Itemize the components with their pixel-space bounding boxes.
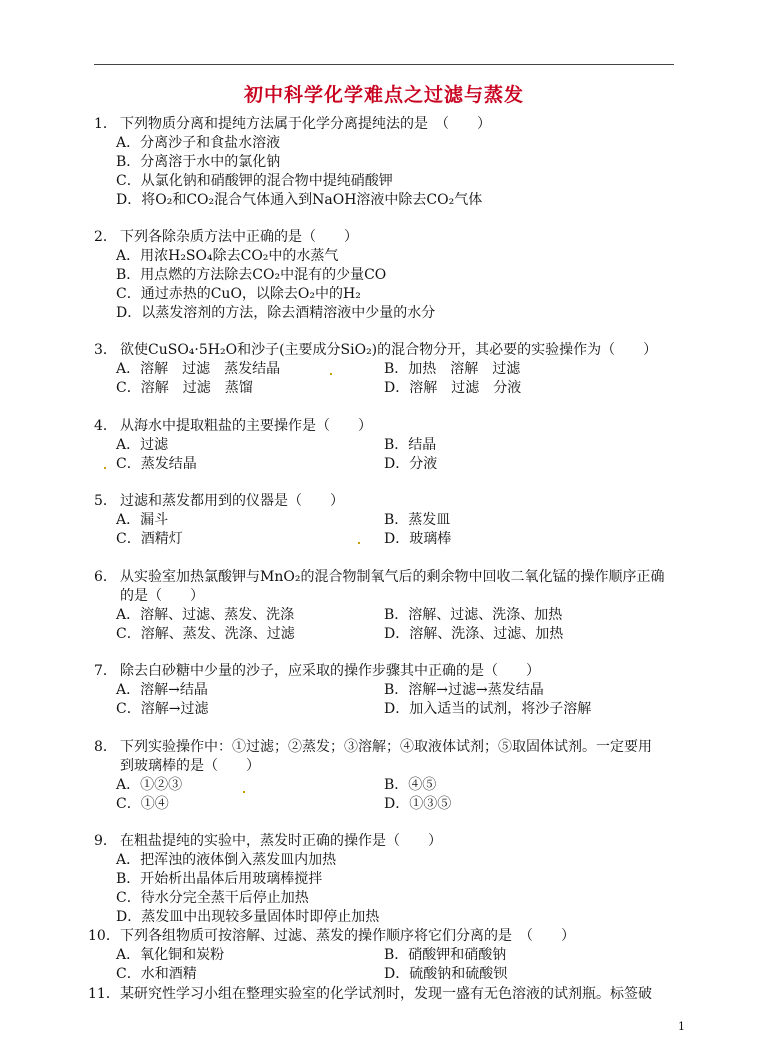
option-a: A．过滤: [116, 437, 169, 453]
question-stem: [94, 341, 658, 360]
question-number: 11．: [88, 986, 120, 1002]
stem-text: 过滤和蒸发都用到的仪器是（ ）: [120, 493, 344, 509]
stem-text: 从海水中提取粗盐的主要操作是（ ）: [120, 418, 372, 434]
question-number: 8．: [94, 739, 117, 755]
question-stem: [94, 662, 540, 681]
stray-mark: [104, 467, 106, 469]
option-d: D．以蒸发溶剂的方法，除去酒精溶液中少量的水分: [116, 305, 436, 321]
question-stem: [88, 927, 575, 946]
stray-mark: [243, 791, 245, 793]
option-b: B．蒸发皿: [384, 512, 451, 528]
option-b: B．溶解、过滤、洗涤、加热: [384, 607, 563, 623]
option-b: B．用点燃的方法除去CO₂中混有的少量CO: [116, 267, 387, 283]
question-stem: [94, 832, 442, 851]
option-d: D．加入适当的试剂，将沙子溶解: [384, 701, 592, 717]
option-d: D．将O₂和CO₂混合气体通入到NaOH溶液中除去CO₂气体: [116, 192, 483, 208]
question-stem: [94, 568, 665, 587]
option-c: C．从氯化钠和硝酸钾的混合物中提纯硝酸钾: [116, 173, 393, 189]
question-number: 10．: [88, 928, 120, 944]
option-d: D．溶解 过滤 分液: [384, 380, 522, 396]
option-c: C．水和酒精: [116, 966, 197, 982]
option-d: D．玻璃棒: [384, 531, 452, 547]
option-a: A．①②③: [116, 777, 183, 793]
stem-text: 欲使CuSO₄·5H₂O和沙子(主要成分SiO₂)的混合物分开，其必要的实验操作为（ ）: [120, 342, 658, 358]
option-c: C．溶解 过滤 蒸馏: [116, 380, 253, 396]
stem-text: 在粗盐提纯的实验中，蒸发时正确的操作是（ ）: [120, 833, 442, 849]
page-title: 初中科学化学难点之过滤与蒸发: [243, 84, 524, 106]
option-b: B．溶解→过滤→蒸发结晶: [384, 682, 544, 698]
stem-text: 除去白砂糖中少量的沙子，应采取的操作步骤其中正确的是（ ）: [120, 663, 540, 679]
option-b: B．硝酸钾和硝酸钠: [384, 947, 507, 963]
stem-text: 下列实验操作中：①过滤；②蒸发；③溶解；④取液体试剂；⑤取固体试剂。一定要用: [120, 739, 652, 755]
stray-mark: [330, 373, 332, 375]
option-c: C．蒸发结晶: [116, 456, 197, 472]
option-b: B．加热 溶解 过滤: [384, 361, 521, 377]
option-a: A．溶解→结晶: [116, 682, 208, 698]
question-stem-continued: 到玻璃棒的是（ ）: [120, 758, 260, 774]
option-d: D．蒸发皿中出现较多量固体时即停止加热: [116, 909, 380, 925]
option-a: A．漏斗: [116, 512, 169, 528]
question-number: 3．: [94, 342, 117, 358]
option-c: C．待水分完全蒸干后停止加热: [116, 890, 309, 906]
stem-text: 从实验室加热氯酸钾与MnO₂的混合物制氧气后的剩余物中回收二氧化锰的操作顺序正确: [120, 569, 665, 585]
option-b: B．结晶: [384, 437, 437, 453]
option-d: D．分液: [384, 456, 438, 472]
option-c: C．溶解、蒸发、洗涤、过滤: [116, 626, 295, 642]
option-b: B．开始析出晶体后用玻璃棒搅拌: [116, 871, 323, 887]
header-rule: [94, 64, 674, 65]
question-stem: [94, 492, 344, 511]
option-a: A．把浑浊的液体倒入蒸发皿内加热: [116, 852, 337, 868]
option-c: C．溶解→过滤: [116, 701, 209, 717]
question-stem: [94, 738, 652, 757]
question-number: 1．: [94, 116, 117, 132]
question-stem-continued: 的是（ ）: [120, 588, 204, 604]
option-a: A．氧化铜和炭粉: [116, 947, 225, 963]
question-number: 7．: [94, 663, 117, 679]
question-number: 4．: [94, 418, 117, 434]
question-number: 6．: [94, 569, 117, 585]
option-a: A．溶解、过滤、蒸发、洗涤: [116, 607, 295, 623]
option-d: D．硫酸钠和硫酸钡: [384, 966, 508, 982]
stem-text: 下列物质分离和提纯方法属于化学分离提纯法的是 （ ）: [120, 116, 491, 132]
option-a: A．用浓H₂SO₄除去CO₂中的水蒸气: [116, 248, 339, 264]
option-a: A．分离沙子和食盐水溶液: [116, 135, 281, 151]
question-stem: [94, 417, 372, 436]
stem-text: 下列各组物质可按溶解、过滤、蒸发的操作顺序将它们分离的是 （ ）: [120, 928, 575, 944]
question-number: 5．: [94, 493, 117, 509]
stray-mark: [358, 542, 360, 544]
option-c: C．①④: [116, 796, 169, 812]
page-number: 1: [678, 1020, 685, 1033]
stem-text: 下列各除杂质方法中正确的是（ ）: [120, 229, 358, 245]
question-number: 9．: [94, 833, 117, 849]
option-b: B．分离溶于水中的氯化钠: [116, 154, 281, 170]
option-d: D．溶解、洗涤、过滤、加热: [384, 626, 564, 642]
question-stem: [88, 985, 652, 1004]
option-b: B．④⑤: [384, 777, 437, 793]
option-c: C．通过赤热的CuO，以除去O₂中的H₂: [116, 286, 361, 302]
question-stem: [94, 115, 491, 134]
question-number: 2．: [94, 229, 117, 245]
option-a: A．溶解 过滤 蒸发结晶: [116, 361, 281, 377]
stem-text: 某研究性学习小组在整理实验室的化学试剂时，发现一盛有无色溶液的试剂瓶。标签破: [120, 986, 652, 1002]
option-d: D．①③⑤: [384, 796, 452, 812]
question-stem: [94, 228, 358, 247]
option-c: C．酒精灯: [116, 531, 183, 547]
